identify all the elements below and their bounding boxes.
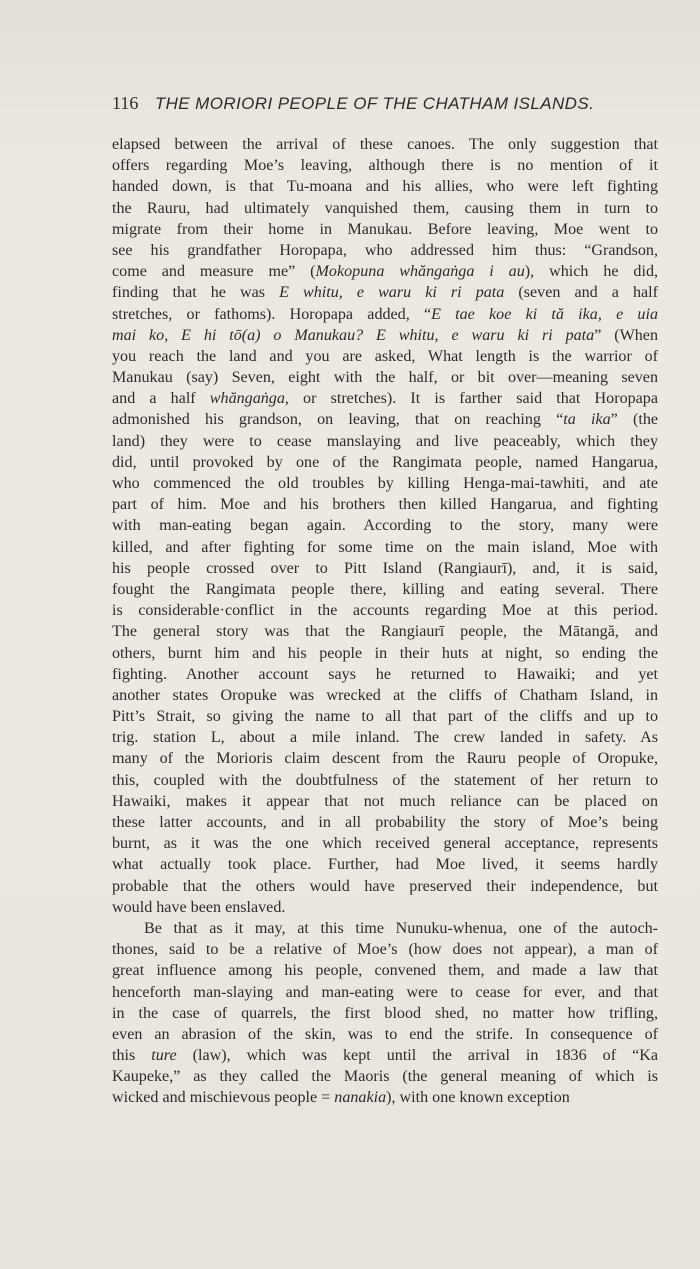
text-line (112, 494, 658, 515)
text-line (112, 770, 658, 791)
text-line (112, 431, 658, 452)
italic-text: ta ika (563, 411, 611, 429)
text-line (112, 876, 658, 897)
text-line (112, 897, 658, 918)
text-line (112, 1087, 658, 1108)
text-run: fighting. Another account says he returned to Hawaiki; and yet (112, 665, 658, 683)
text-line (112, 219, 658, 240)
text-line (112, 1024, 658, 1045)
text-line (112, 727, 658, 748)
text-run: did, until provoked by one of the Rangimata people, named Hangarua, (112, 453, 658, 471)
text-line (112, 155, 658, 176)
text-line (112, 261, 658, 282)
paragraph (112, 134, 658, 918)
text-run: offers regarding Moe’s leaving, although there is no mention of it (112, 157, 658, 175)
text-run: migrate from their home in Manukau. Before leaving, Moe went to (112, 220, 658, 238)
text-run: what actually took place. Further, had Moe lived, it seems hardly (112, 856, 658, 874)
text-run: henceforth man-slaying and man-eating were to cease for ever, and that (112, 983, 658, 1001)
text-run: even an abrasion of the skin, was to end the strife. In consequence of (112, 1025, 658, 1043)
text-line (112, 833, 658, 854)
text-run: this (112, 1047, 152, 1065)
text-line (112, 600, 658, 621)
text-run: ” (the (610, 411, 659, 429)
text-run: in the case of quarrels, the first blood shed, no matter how trifling, (112, 1004, 658, 1022)
text-line (112, 982, 658, 1003)
text-run: burnt, as it was the one which received general acceptance, represents (112, 835, 658, 853)
text-run: stretches, or fathoms). Horopapa added, “ (112, 305, 432, 323)
text-line (112, 388, 658, 409)
text-run: trig. station L, about a mile inland. The crew landed in safety. As (112, 729, 658, 747)
text-line (112, 960, 658, 981)
page-number: 116 (112, 93, 139, 113)
running-header (112, 92, 595, 115)
text-line (112, 939, 658, 960)
text-run: Manukau (say) Seven, eight with the half, or bit over—meaning seven (112, 369, 658, 387)
text-run: Hawaiki, makes it appear that not much reliance can be placed on (112, 792, 658, 810)
text-run: part of him. Moe and his brothers then killed Hangarua, and fighting (112, 496, 658, 514)
text-run: land) they were to cease manslaying and live peaceably, which they (112, 432, 658, 450)
text-run: (seven and a half (504, 284, 658, 302)
text-run: who commenced the old troubles by killing Henga-mai-tawhiti, and ate (112, 475, 658, 492)
text-line (112, 685, 658, 706)
text-line (112, 791, 658, 812)
text-line (112, 558, 658, 579)
body-text (112, 134, 658, 1109)
italic-text: nanakia (334, 1089, 387, 1107)
italic-text: ture (151, 1047, 177, 1065)
italic-text: whăngaṅga (209, 390, 285, 408)
text-run: these latter accounts, and in all probability the story of Moe’s being (112, 814, 658, 831)
text-run: handed down, is that Tu-moana and his allies, who were left fighting (112, 178, 658, 196)
text-line (112, 134, 658, 155)
text-run: this, coupled with the doubtfulness of the statement of her return to (112, 771, 658, 789)
text-line (112, 198, 658, 219)
text-run: is considerable·conflict in the accounts regarding Moe at this period. (112, 602, 658, 620)
italic-text: Mokopuna whăngaṅga i au (315, 263, 525, 281)
text-run: come and measure me” ( (112, 263, 316, 281)
text-line (112, 346, 658, 367)
text-line (112, 918, 658, 939)
text-run: another states Oropuke was wrecked at the cliffs of Chatham Island, in (112, 686, 658, 704)
text-line (112, 367, 658, 388)
text-run: others, burnt him and his people in their huts at night, so ending the (112, 644, 658, 662)
text-run: great influence among his people, convened them, and made a law that (112, 962, 658, 980)
text-run: ), which he did, (524, 263, 659, 281)
text-run: elapsed between the arrival of these canoes. The only suggestion that (112, 136, 658, 153)
text-run: wicked and mischievous people = (112, 1089, 335, 1107)
text-run: , or stretches). It is farther said that Horopapa (284, 390, 658, 408)
text-line (112, 812, 658, 833)
text-run: Be that as it may, at this time Nunuku-whenua, one of the autoch- (144, 919, 658, 937)
text-line (112, 304, 658, 325)
text-run: with man-eating began again. According to the story, many were (112, 517, 658, 535)
text-run: finding that he was (112, 284, 280, 302)
text-run: probable that the others would have preserved their independence, but (112, 877, 658, 895)
text-run: and a half (112, 390, 210, 408)
text-line (112, 1066, 658, 1087)
text-run: thones, said to be a relative of Moe’s (how does not appear), a man of (112, 941, 658, 959)
text-line (112, 1003, 658, 1024)
text-run: you reach the land and you are asked, What length is the warrior of (112, 347, 658, 365)
text-line (112, 664, 658, 685)
text-line (112, 643, 658, 664)
running-title: THE MORIORI PEOPLE OF THE CHATHAM ISLANDS. (154, 94, 595, 113)
text-line (112, 240, 658, 261)
text-line (112, 452, 658, 473)
text-run: would have been enslaved. (112, 898, 286, 916)
text-run: fought the Rangimata people there, killing and eating several. There (112, 580, 658, 598)
text-run: his people crossed over to Pitt Island (Rangiaurī), and, it is said, (112, 559, 658, 577)
italic-text: mai ko, E hi tō(a) o Manukau? E whitu, e waru ki ri pata (112, 326, 595, 344)
text-line (112, 409, 658, 430)
text-line (112, 473, 658, 494)
text-line (112, 621, 658, 642)
text-run: (law), which was kept until the arrival in 1836 of “Ka (176, 1047, 658, 1065)
text-run: many of the Morioris claim descent from the Rauru people of Oropuke, (112, 750, 658, 768)
italic-text: E tae koe ki tă ika, e uia (431, 305, 658, 323)
text-run: Kaupeke,” as they called the Maoris (the general meaning of which is (112, 1068, 658, 1086)
text-line (112, 282, 658, 303)
text-line (112, 325, 658, 346)
text-run: killed, and after fighting for some time on the main island, Moe with (112, 538, 658, 556)
italic-text: E whitu, e waru ki ri pata (279, 284, 505, 302)
text-run: the Rauru, had ultimately vanquished them, causing them in turn to (112, 199, 658, 217)
text-line (112, 748, 658, 769)
text-run: The general story was that the Rangiaurī people, the Mātangă, and (112, 623, 658, 641)
text-line (112, 579, 658, 600)
text-run: see his grandfather Horopapa, who addressed him thus: “Grandson, (112, 241, 658, 259)
text-run: ), with one known exception (386, 1089, 570, 1107)
text-run: Pitt’s Strait, so giving the name to all that part of the cliffs and up to (112, 708, 658, 726)
text-run: admonished his grandson, on leaving, that on reaching “ (112, 411, 564, 429)
text-run: ” (When (594, 326, 659, 344)
text-line (112, 854, 658, 875)
text-line (112, 515, 658, 536)
text-line (112, 1045, 658, 1066)
paragraph (112, 918, 658, 1109)
text-line (112, 176, 658, 197)
text-line (112, 537, 658, 558)
text-line (112, 706, 658, 727)
